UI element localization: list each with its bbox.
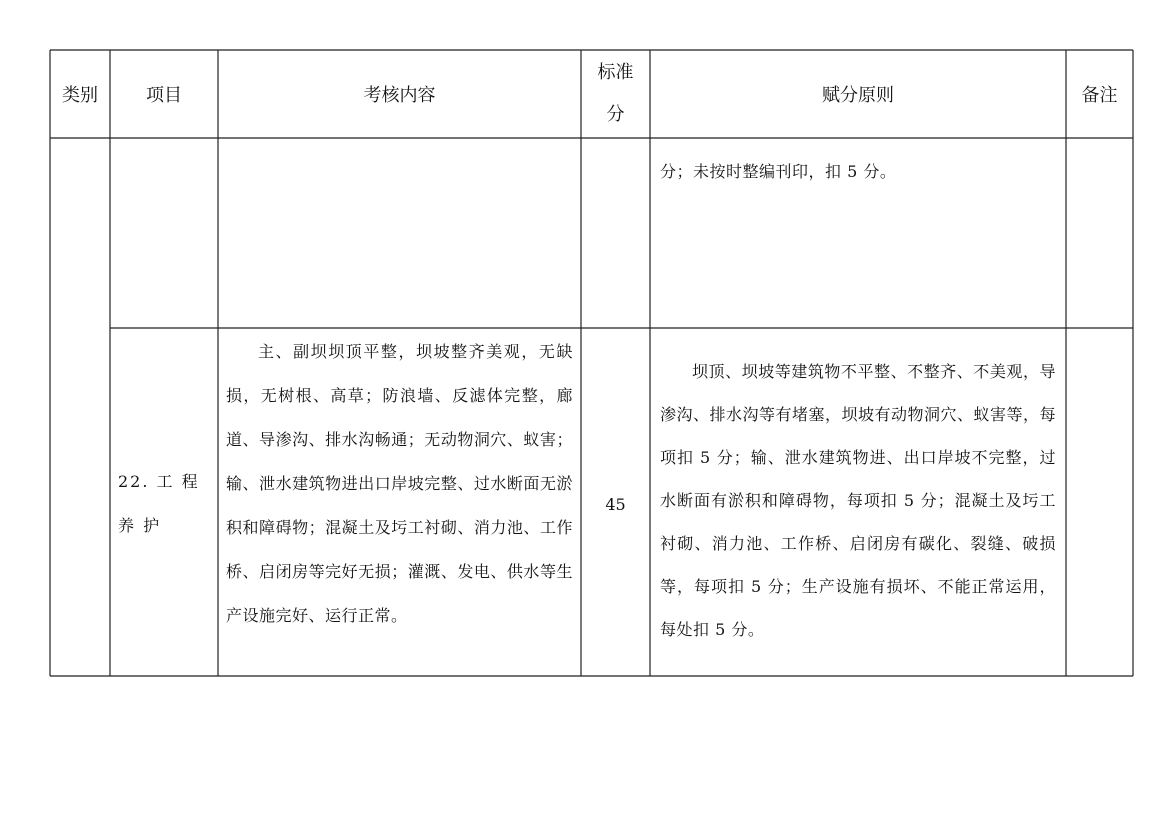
row1-scoring-principle: 分；未按时整编刊印，扣 5 分。: [660, 162, 897, 181]
header-scoring-principle: 赋分原则: [822, 85, 894, 106]
row2-standard-score: 45: [605, 494, 626, 514]
row2-item: 22. 工 程 养 护: [118, 472, 200, 535]
row2-content: 主、副坝坝顶平整，坝坡整齐美观，无缺损，无树根、高草；防浪墙、反滤体完整，廊道、导渗沟、排水沟畅通；无动物洞穴、蚁害；输、泄水建筑物进出口岸坡完整、过水断面无淤积和障碍物；混凝土及圬工衬砌、消力池、工作桥、启闭房等完好无损；灌溉、发电、供水等生产设施完好、运行正常。: [226, 342, 573, 625]
header-category: 类别: [62, 85, 98, 106]
header-remarks: 备注: [1081, 85, 1118, 106]
header-standard-score-line1: 标准: [597, 62, 634, 83]
header-standard-score: [581, 50, 650, 138]
row2-scoring-principle: 坝顶、坝坡等建筑物不平整、不整齐、不美观，导渗沟、排水沟等有堵塞，坝坡有动物洞穴、蚁害等，每项扣 5 分；输、泄水建筑物进、出口岸坡不完整，过水断面有淤积和障碍物，每项扣 5 分；混凝土及圬工衬砌、消力池、工作桥、启闭房有碳化、裂缝、破损等，每项扣 5 分；生产设施有损坏、不能正常运用，每处扣 5 分。: [660, 362, 1057, 639]
header-item: 项目: [146, 85, 182, 106]
header-standard-score-line2: 分: [606, 104, 625, 125]
header-content: 考核内容: [363, 85, 436, 106]
